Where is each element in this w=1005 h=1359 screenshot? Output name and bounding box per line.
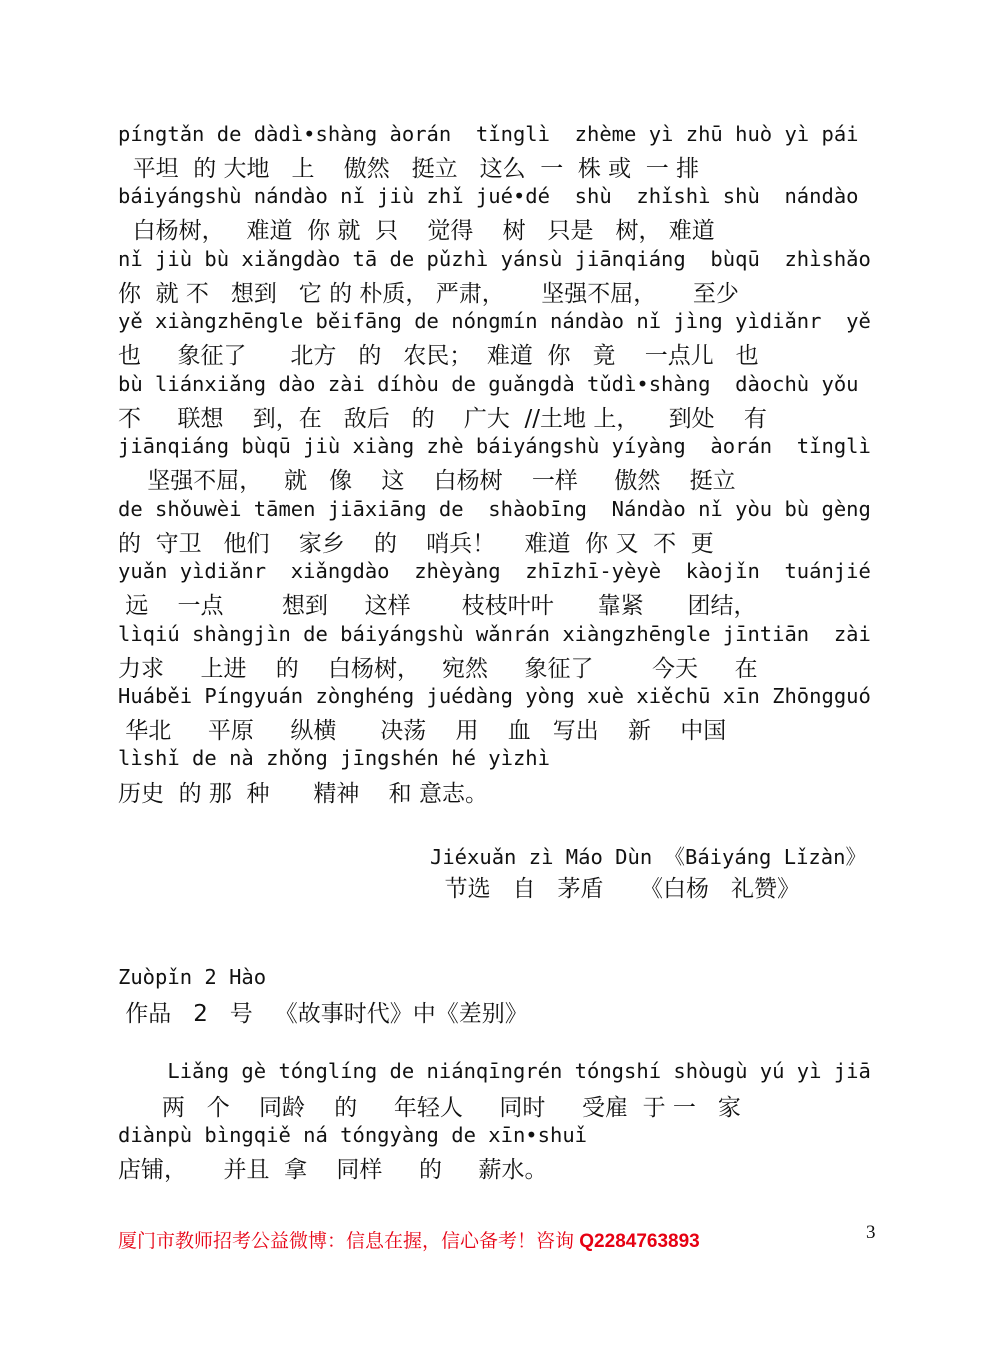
hanzi-line: 坚强不屈， 就 像 这 白杨树 一样 傲然 挺立 bbox=[118, 468, 736, 494]
pinyin-line: nǐ jiù bù xiǎngdào tā de pǔzhì yánsù jiānqiáng bùqū zhìshǎo bbox=[118, 247, 871, 271]
hanzi-line: 作品 2 号 《故事时代》中《差别》 bbox=[118, 1001, 528, 1027]
pinyin-line: Huáběi Píngyuán zònghéng juédàng yòng xuè xiěchū xīn Zhōngguó bbox=[118, 684, 871, 708]
pinyin-line: lìqiú shàngjìn de báiyángshù wǎnrán xiàngzhēngle jīntiān zài bbox=[118, 622, 871, 646]
pinyin-line: de shǒuwèi tāmen jiāxiāng de shàobīng Nándào nǐ yòu bù gèng bbox=[118, 497, 871, 521]
hanzi-line: 也 象征了 北方 的 农民； 难道 你 竟 一点儿 也 bbox=[118, 343, 759, 369]
hanzi-line: 白杨树， 难道 你 就 只 觉得 树 只是 树， 难道 bbox=[118, 218, 715, 244]
pinyin-line: Zuòpǐn 2 Hào bbox=[118, 965, 267, 989]
pinyin-line: píngtǎn de dàdì•shàng àorán tǐnglì zhème yì zhū huò yì pái bbox=[118, 122, 859, 146]
hanzi-line: 节选 自 茅盾 《白杨 礼赞》 bbox=[430, 876, 800, 902]
hanzi-line: 力求 上进 的 白杨树， 宛然 象征了 今天 在 bbox=[118, 656, 758, 682]
pinyin-line: bù liánxiǎng dào zài díhòu de guǎngdà tǔdì•shàng dàochù yǒu bbox=[118, 372, 859, 396]
pinyin-line: diànpù bìngqiě ná tóngyàng de xīn•shuǐ bbox=[118, 1123, 587, 1147]
hanzi-line: 远 一点 想到 这样 枝枝叶叶 靠紧 团结， bbox=[118, 593, 757, 619]
hanzi-line: 店铺， 并且 拿 同样 的 薪水。 bbox=[118, 1157, 548, 1183]
pinyin-line: lìshǐ de nà zhǒng jīngshén hé yìzhì bbox=[118, 746, 550, 770]
hanzi-line: 两 个 同龄 的 年轻人 同时 受雇 于 一 家 bbox=[118, 1095, 741, 1121]
pinyin-line: Liǎng gè tónglíng de niánqīngrén tóngshí shòugù yú yì jiā bbox=[118, 1059, 871, 1083]
hanzi-line: 平坦 的 大地 上 傲然 挺立 这么 一 株 或 一 排 bbox=[118, 156, 700, 182]
page-number: 3 bbox=[866, 1222, 876, 1243]
footer-promo-text: 厦门市教师招考公益微博：信息在握，信心备考！咨询 bbox=[118, 1231, 580, 1252]
pinyin-line: yuǎn yìdiǎnr xiǎngdào zhèyàng zhīzhī-yèyè kàojǐn tuánjié bbox=[118, 559, 871, 583]
hanzi-line: 你 就 不 想到 它 的 朴质， 严肃， 坚强不屈， 至少 bbox=[118, 281, 739, 307]
hanzi-line: 不 联想 到，在 敌后 的 广大 //土地 上， 到处 有 bbox=[118, 406, 767, 432]
footer-promo bbox=[118, 1226, 700, 1253]
footer-qq-number: Q2284763893 bbox=[579, 1231, 700, 1252]
hanzi-line: 的 守卫 他们 家乡 的 哨兵！ 难道 你 又 不 更 bbox=[118, 531, 714, 557]
hanzi-line: 历史 的 那 种 精神 和 意志。 bbox=[118, 781, 488, 807]
pinyin-line: báiyángshù nándào nǐ jiù zhǐ jué•dé shù zhǐshì shù nándào bbox=[118, 184, 859, 208]
pinyin-line: jiānqiáng bùqū jiù xiàng zhè báiyángshù yíyàng àorán tǐnglì bbox=[118, 434, 871, 458]
pinyin-line: Jiéxuǎn zì Máo Dùn 《Báiyáng Lǐzàn》 bbox=[430, 845, 866, 869]
hanzi-line: 华北 平原 纵横 决荡 用 血 写出 新 中国 bbox=[118, 718, 727, 744]
pinyin-line: yě xiàngzhēngle běifāng de nóngmín nándào nǐ jìng yìdiǎnr yě bbox=[118, 309, 871, 333]
